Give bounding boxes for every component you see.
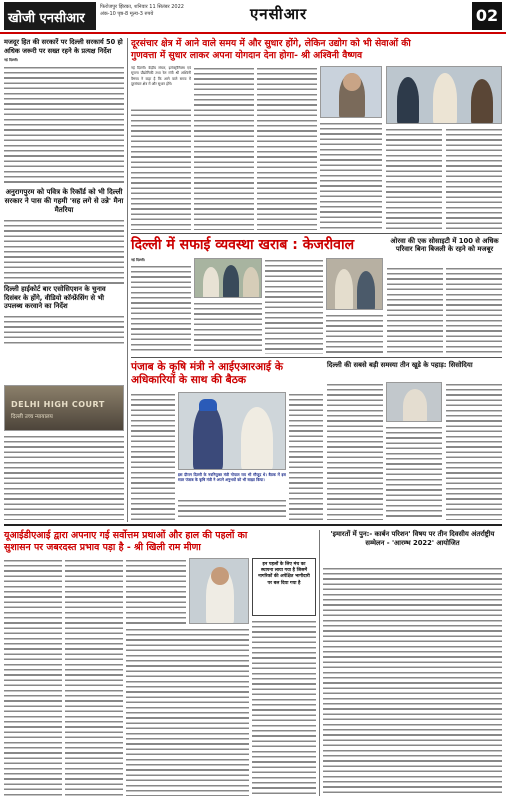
- telecom-story-banner: [131, 38, 502, 62]
- court-sign-hindi: दिल्ली उच्च न्यायालय: [11, 414, 53, 420]
- left-court-body-1: [4, 314, 124, 346]
- uidai-story: [4, 530, 316, 554]
- telecom-body-col-4: [320, 121, 382, 230]
- punjab-story: [131, 361, 321, 387]
- left-court-headline: दिल्ली हाईकोर्ट बार एसोसिएशन के चुनाव दिसंबर के होंगे, वीडियो कॉन्फ्रेंसिंग से भी उपलब्ध करवाने का निर्देश: [4, 285, 106, 311]
- right-top-body-2: [446, 127, 502, 230]
- delhi-body-col-1: [131, 264, 191, 354]
- kejriwal-photo: [194, 258, 262, 298]
- society-headline: ओरवा की एक सोसाइटी में 100 से अधिक परिवार बिना बिजली के रहने को मजबूर: [390, 237, 499, 254]
- issue-date-block: [100, 4, 240, 18]
- sisodia-body-col-3: [446, 382, 502, 520]
- uidai-pull-quote: इन पहलों के लिए मंच का स्थापना लाया गया है जिसमें नागरिकों की अपेक्षित भागीदारी पर बल दिया गया है: [258, 562, 310, 586]
- telecom-intro: नई दिल्ली। केंद्रीय संचार, इलेक्ट्रॉनिक्स एवं सूचना प्रौद्योगिकी तथा रेल मंत्री श्री अश्विनी वैष्णव ने कहा है कि आने वाले समय में दूरसंचार क्षेत्र में और सुधार होंगे।: [131, 66, 191, 106]
- carbon-body: [323, 566, 502, 796]
- sisodia-body-col-2: [386, 425, 442, 520]
- issue-date: फिरोजपुर झिरका, शनिवार 11 सितंबर 2022: [100, 4, 184, 10]
- uidai-body-col-3a: [126, 558, 186, 624]
- delhi-body-col-3: [265, 258, 323, 354]
- page-number: 02: [472, 2, 502, 30]
- uidai-body-col-1: [4, 558, 62, 796]
- right-top-body-1: [386, 127, 442, 230]
- delhi-cleanliness-story: [131, 237, 383, 253]
- left-court-story: [4, 285, 124, 346]
- sisodia-headline: दिल्ली की सबसे बड़ी समस्या तीन खूडे के पहाड़: सिसोदिया: [327, 361, 473, 369]
- delhi-high-court-photo: [4, 385, 124, 431]
- society-power-story: [387, 237, 502, 254]
- uidai-pull-quote-box: [252, 558, 316, 616]
- uidai-body-col-3b: [126, 627, 249, 796]
- section-rule: [131, 357, 502, 358]
- left-top-byline: नई दिल्ली।: [4, 58, 19, 62]
- sisodia-body-col-1: [327, 382, 383, 520]
- society-body-1: [387, 266, 443, 354]
- telecom-body-col-3: [257, 66, 317, 230]
- section-rule: [131, 233, 502, 234]
- court-sign: DELHI HIGH COURT: [11, 400, 105, 409]
- society-body-2: [446, 266, 502, 354]
- left-mid-body: [4, 218, 124, 286]
- left-mid-headline: अनुरागपुरम को पवित्र के रिकॉर्ड को भी दिल्ली सरकार ने पास की गहमी 'सह लगे से उन्ने' मैना मैतरिया: [4, 188, 124, 214]
- sisodia-story: [327, 361, 502, 369]
- uidai-headline-2: सुशासन पर जबरदस्त प्रभाव पड़ा है - श्री खिली राम मीणा: [4, 542, 201, 553]
- telecom-headline-1: दूरसंचार क्षेत्र में आने वाले समय में और सुधार होंगे, लेकिन उद्योग को भी सेवाओं की: [131, 38, 411, 49]
- masthead: [0, 0, 506, 34]
- carbon-conference-story: [323, 530, 502, 547]
- delhi-body-col-2: [194, 301, 262, 354]
- left-mid-story: [4, 188, 124, 286]
- left-top-body: [4, 65, 124, 183]
- punjab-body-col-2: [178, 498, 286, 520]
- left-court-body-2: [4, 434, 124, 520]
- telecom-headline-2: गुणवत्ता में सुधार लाकर अपना योगदान देना होगा- श्री अश्विनी वैष्णव: [131, 50, 363, 61]
- minister-photo: [320, 66, 382, 118]
- bottom-column-divider: [319, 530, 320, 796]
- punjab-body-col-3: [289, 392, 323, 520]
- delhi-body-col-4: [326, 313, 383, 354]
- punjab-headline: पंजाब के कृषि मंत्री ने आईएआरआई के अधिकारियों के साथ की बैठक: [131, 361, 283, 386]
- newspaper-brand: खोजी एनसीआर: [4, 2, 96, 30]
- ceremony-photo: [386, 66, 502, 124]
- delhi-byline: नई दिल्ली।: [131, 258, 146, 262]
- bottom-section-rule: [4, 524, 502, 526]
- sisodia-photo: [386, 382, 442, 422]
- uidai-body-col-4: [252, 619, 316, 796]
- section-title: एनसीआर: [250, 5, 308, 23]
- punjab-photo-caption: इस दौरान दिल्ली के नवनियुक्त मंत्री गोपाल राय भी मौजूद थे। बैठक में इस साल पंजाब के कृषि मंत्री ने अपने अनुभवों को भी साझा किया।: [178, 472, 286, 483]
- column-divider: [127, 38, 128, 522]
- telecom-body-col-2: [194, 66, 254, 230]
- punjab-meeting-photo: [178, 392, 286, 470]
- carbon-headline: 'इमारतों में पुन:- कार्बन परिशन' विषय पर तीन दिवसीय अंतर्राष्ट्रीय सम्मेलन - 'आरम्भ 2022' आयोजित: [330, 530, 495, 547]
- delhi-headline: दिल्ली में सफाई व्यवस्था खराब : केजरीवाल: [131, 237, 355, 253]
- uidai-headline-1: यूआईडीएआई द्वारा अपनाए गई सर्वोत्तम प्रथाओं और हाल की पहलों का: [4, 530, 248, 541]
- left-top-story: [4, 38, 124, 183]
- issue-info: अंक-10 पृष्ठ-8 मूल्य-3 रुपये: [100, 11, 154, 17]
- punjab-body-col-1: [131, 392, 175, 520]
- uidai-official-photo: [189, 558, 249, 624]
- uidai-body-col-2: [65, 558, 123, 796]
- left-top-headline: मजदूर हित की सरकारें पर दिल्ली सरकार्य 50 हो अधिक जरूरी पर सख्त रहने के प्रत्यक्ष निर्देश: [4, 38, 123, 55]
- delhi-event-photo: [326, 258, 383, 310]
